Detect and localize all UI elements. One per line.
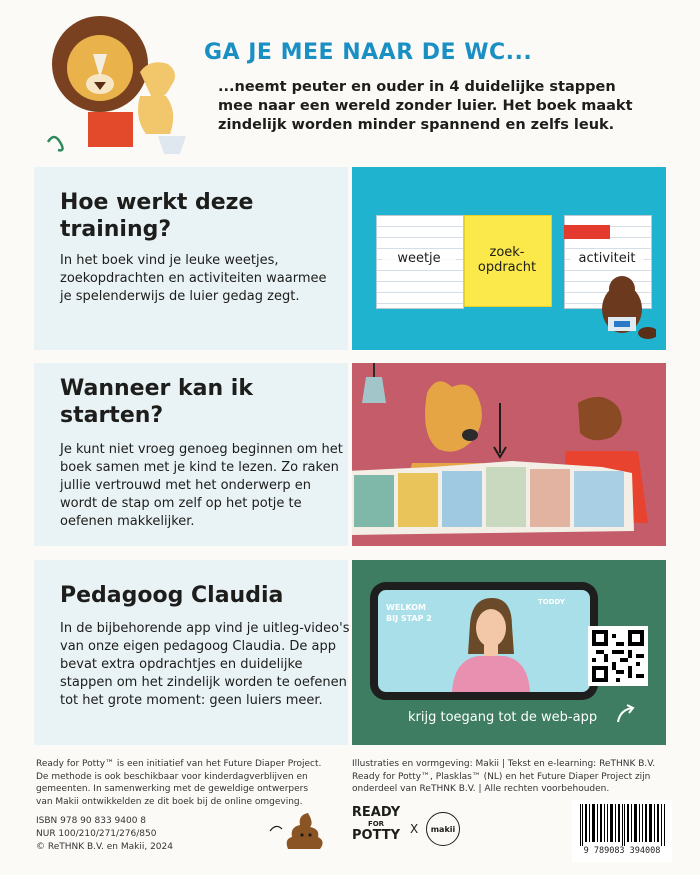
card-label-activiteit: activiteit <box>570 251 644 266</box>
app-promo <box>352 560 666 745</box>
nur-code: NUR 100/210/271/276/850 <box>36 829 157 839</box>
qr-code[interactable] <box>588 626 648 686</box>
section-heading: Pedagoog Claudia <box>60 583 284 608</box>
makii-logo <box>426 812 460 846</box>
copyright: © ReTHNK B.V. en Makii, 2024 <box>36 842 173 852</box>
footer-left-text: Ready for Potty™ is een initiatief van het Future Diaper Project. De methode is ook beschikbaar voor kinderdagverblijven en gemeenten. In samenwerking met de geweldige ontwerpers van Makii ontwikkelden ze dit boek bij de online omgeving. <box>36 759 322 807</box>
app-link[interactable]: krijg toegang tot de web-app <box>408 710 598 725</box>
section-training <box>34 167 348 350</box>
logo-ready: READY <box>351 805 401 820</box>
phone-mockup <box>370 582 598 700</box>
section-start <box>34 363 348 546</box>
footer-right-text: Illustraties en vormgeving: Makii | Tekst en e-learning: ReTHNK B.V. Ready for Potty™, Plasklas™ (NL) en het Future Diaper Project zijn onderdeel van ReTHNK B.V. | Alle rechten voorbehouden. <box>352 759 656 794</box>
beaver-illustration <box>592 265 656 345</box>
video-brand: TODDY <box>538 598 565 606</box>
presenter-image <box>440 594 540 692</box>
dogs-reading-illustration <box>352 363 666 546</box>
intro-text: ...neemt peuter en ouder in 4 duidelijke stappen mee naar een wereld zonder luier. Het boek maakt zindelijk worden minder spannend en zelfs leuk. <box>218 79 633 133</box>
ready-for-potty-logo <box>350 806 402 843</box>
logo-for: FOR <box>367 820 385 828</box>
lion-illustration <box>38 12 208 162</box>
section-text: In het boek vind je leuke weetjes, zoekopdrachten en activiteiten waarmee je spelenderwijs de luier gedag zegt. <box>60 253 327 304</box>
section-heading: Wanneer kan ik starten? <box>60 376 253 428</box>
isbn: ISBN 978 90 833 9400 8 <box>36 816 147 826</box>
book-cards-illustration <box>352 167 666 350</box>
section-text: Je kunt niet vroeg genoeg beginnen om het boek samen met je kind te lezen. Zo raken jullie vertrouwd met het onderwerp en wordt de stap om zelf op het potje te oefenen makkelijker. <box>60 442 343 529</box>
arrow-up-right-icon <box>614 702 638 726</box>
makii-logo-text: makii <box>430 824 456 834</box>
logo-potty: POTTY <box>351 828 401 843</box>
video-screen <box>378 590 590 692</box>
logo-separator: X <box>410 822 419 836</box>
red-tab <box>564 225 610 239</box>
barcode-number: 9 789083 394008 <box>583 846 661 856</box>
poop-icon <box>268 805 334 853</box>
barcode-bars <box>580 804 666 846</box>
card-label-weetje: weetje <box>382 251 456 266</box>
section-heading: Hoe werkt deze training? <box>60 190 254 242</box>
barcode <box>572 800 672 862</box>
section-claudia <box>34 560 348 745</box>
section-text: In de bijbehorende app vind je uitleg-video's van onze eigen pedagoog Claudia. De app bevat extra opdrachtjes en duidelijke stappen om het zindelijk worden te oefenen tot het grote moment: geen luiers meer. <box>60 621 350 708</box>
card-label-zoekopdracht: zoek-opdracht <box>477 245 537 275</box>
page-title: GA JE MEE NAAR DE WC... <box>204 40 533 65</box>
video-title: WELKOM BIJ STAP 2 <box>386 603 432 623</box>
